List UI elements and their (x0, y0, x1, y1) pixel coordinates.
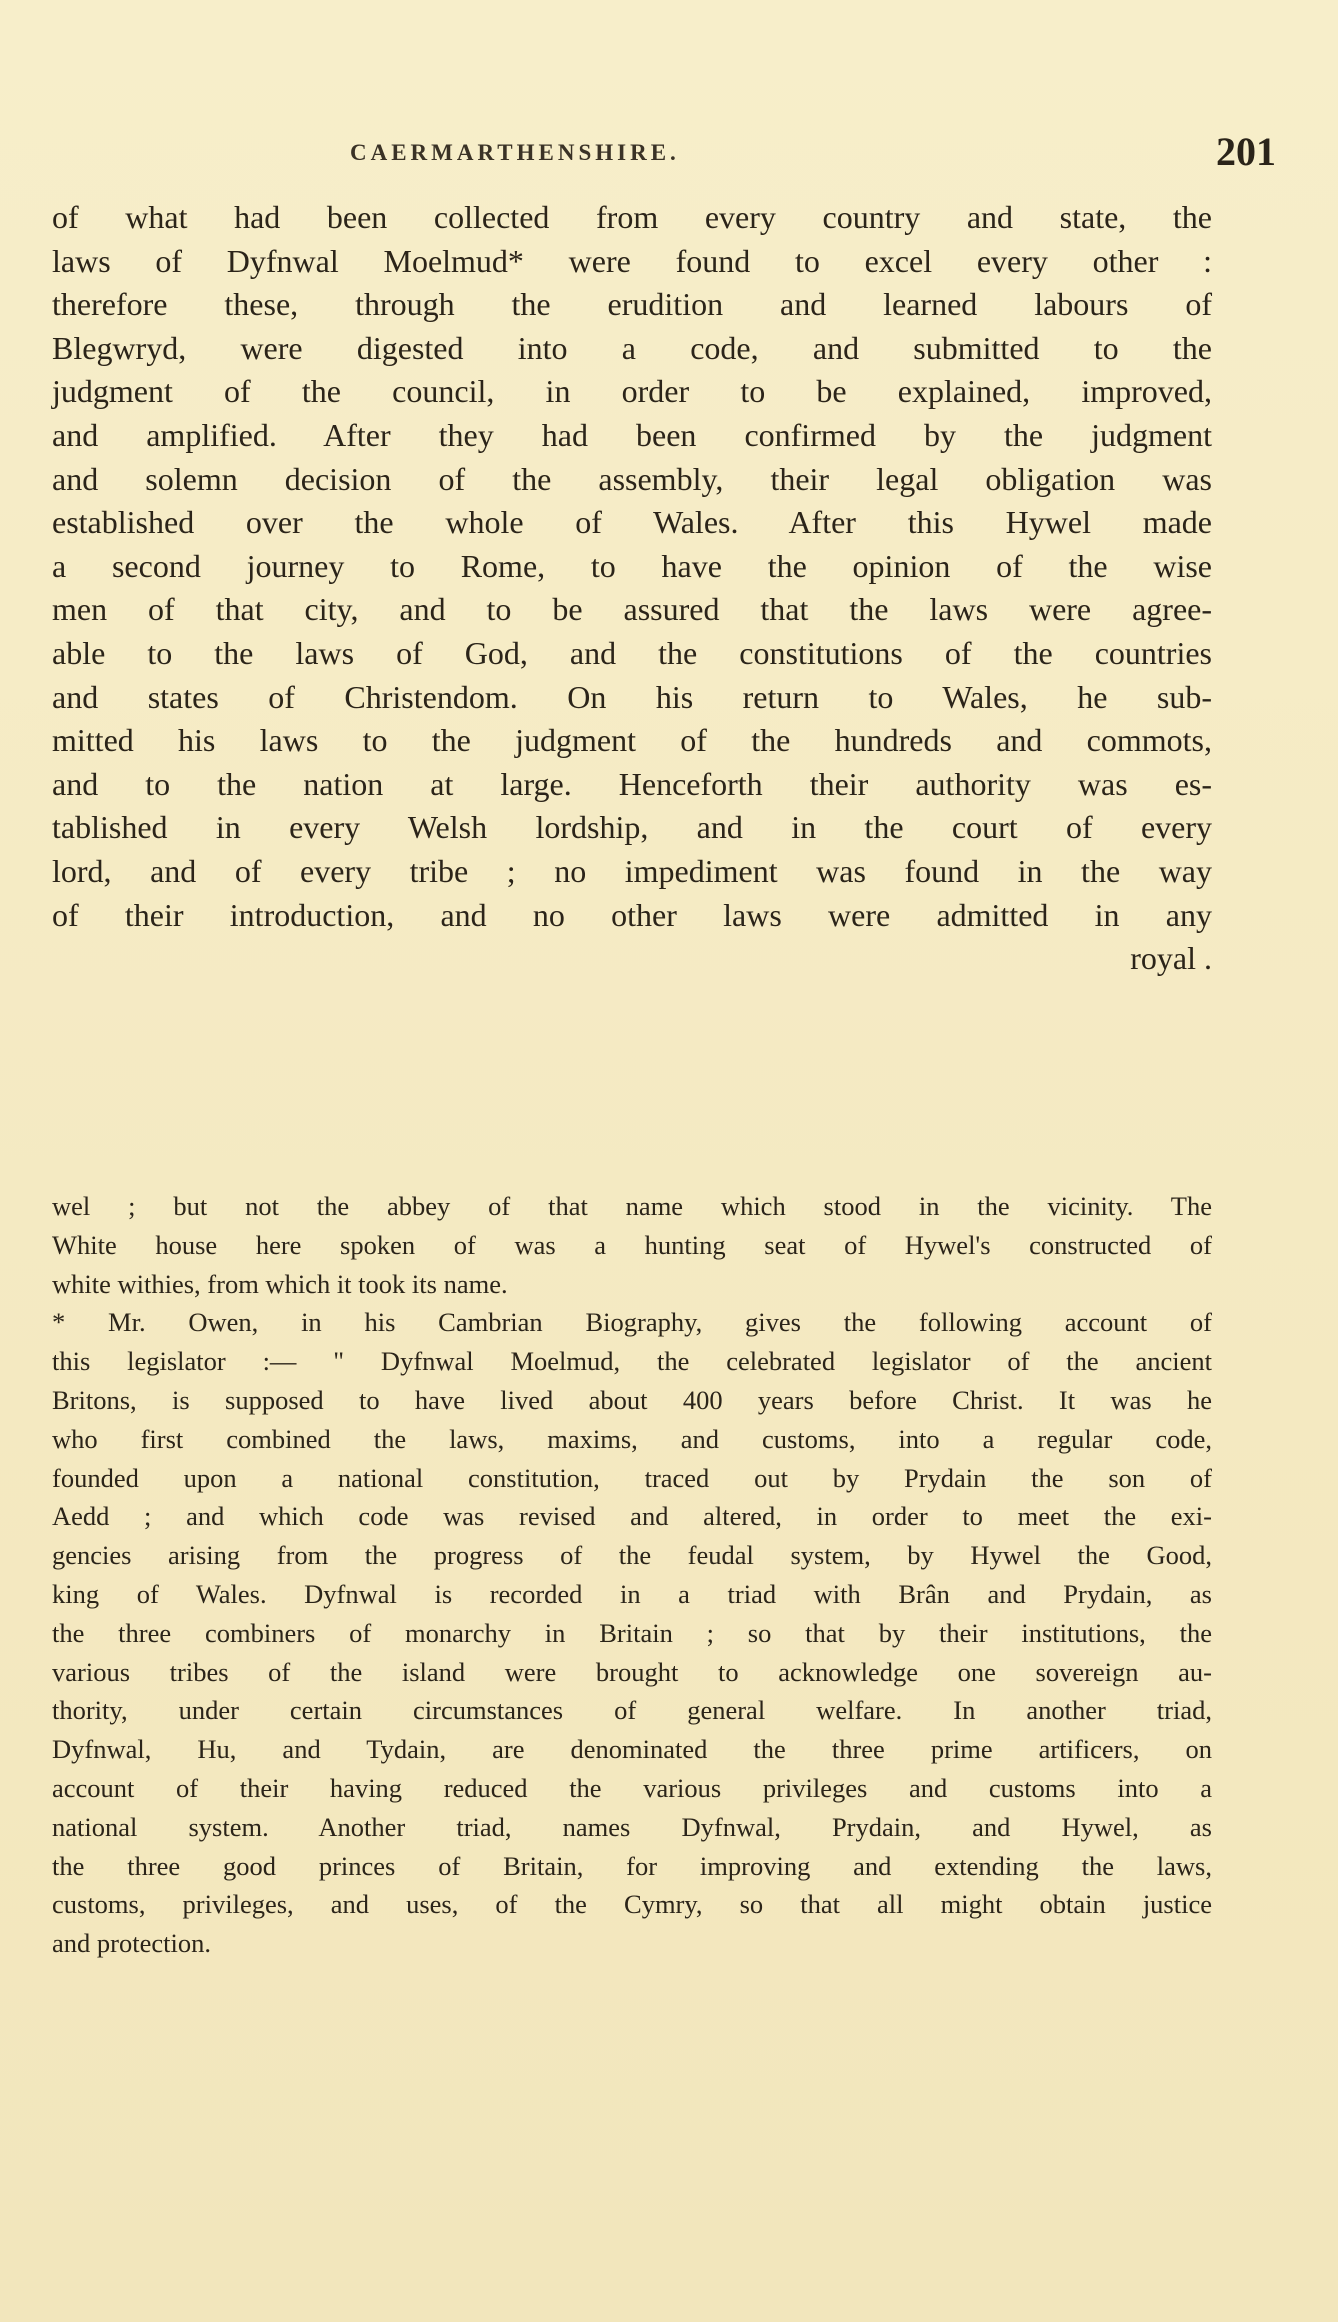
footnote-line: who first combined the laws, maxims, and customs, into a regular code, (52, 1423, 1212, 1454)
footnote-line: White house here spoken of was a hunting seat of Hywel's constructed of (52, 1229, 1212, 1260)
footnote-line: * Mr. Owen, in his Cambrian Biography, gives the following account of (52, 1307, 1212, 1338)
page-number: 201 (1216, 129, 1276, 174)
text-line: men of that city, and to be assured that the laws were agree- (52, 591, 1212, 628)
text-line: established over the whole of Wales. After this Hywel made (52, 504, 1212, 541)
footnote-line: founded upon a national constitution, traced out by Prydain the son of (52, 1462, 1212, 1493)
text-line: and states of Christendom. On his return to Wales, he sub- (52, 678, 1212, 715)
footnote-line: various tribes of the island were brought to acknowledge one sovereign au- (52, 1656, 1212, 1687)
text-line: and amplified. After they had been confirmed by the judgment (52, 416, 1212, 453)
footnote-line: national system. Another triad, names Dyfnwal, Prydain, and Hywel, as (52, 1811, 1212, 1842)
footnote-line: white withies, from which it took its name. (52, 1268, 508, 1299)
footnote-line: customs, privileges, and uses, of the Cymry, so that all might obtain justice (52, 1889, 1212, 1920)
running-head: CAERMARTHENSHIRE. (350, 140, 680, 165)
footnote-line: thority, under certain circumstances of general welfare. In another triad, (52, 1695, 1212, 1726)
text-line: Blegwryd, were digested into a code, and submitted to the (52, 329, 1212, 366)
text-line: of what had been collected from every country and state, the (52, 199, 1212, 235)
footnote-line: Britons, is supposed to have lived about 400 years before Christ. It was he (52, 1384, 1212, 1415)
text-line: a second journey to Rome, to have the opinion of the wise (52, 547, 1212, 584)
footnote-line: and protection. (52, 1928, 211, 1959)
footnotes (52, 1187, 1212, 1963)
text-line: and solemn decision of the assembly, their legal obligation was (52, 460, 1212, 497)
text-line: therefore these, through the erudition and learned labours of (52, 286, 1212, 323)
catchword: royal . (1130, 940, 1212, 977)
text-line: able to the laws of God, and the constitutions of the countries (52, 634, 1212, 671)
footnote-line: the three combiners of monarchy in Britain ; so that by their institutions, the (52, 1617, 1212, 1648)
text-line: judgment of the council, in order to be explained, improved, (52, 373, 1212, 410)
text-line: and to the nation at large. Henceforth their authority was es- (52, 765, 1212, 802)
footnote-line: the three good princes of Britain, for improving and extending the laws, (52, 1850, 1212, 1881)
text-line: lord, and of every tribe ; no impediment was found in the way (52, 852, 1212, 889)
footnote-line: Aedd ; and which code was revised and altered, in order to meet the exi- (52, 1501, 1212, 1532)
main-text (52, 196, 1212, 981)
footnote-line: Dyfnwal, Hu, and Tydain, are denominated the three prime artificers, on (52, 1734, 1212, 1765)
footnote-line: wel ; but not the abbey of that name which stood in the vicinity. The (52, 1191, 1212, 1221)
text-line: mitted his laws to the judgment of the hundreds and commots, (52, 722, 1212, 759)
footnote-line: king of Wales. Dyfnwal is recorded in a triad with Brân and Prydain, as (52, 1578, 1212, 1609)
text-line: of their introduction, and no other laws were admitted in any (52, 896, 1212, 933)
footnote-line: account of their having reduced the various privileges and customs into a (52, 1772, 1212, 1803)
footnote-line: this legislator :— " Dyfnwal Moelmud, the celebrated legislator of the ancient (52, 1346, 1212, 1377)
text-line: tablished in every Welsh lordship, and in the court of every (52, 809, 1212, 846)
footnote-line: gencies arising from the progress of the feudal system, by Hywel the Good, (52, 1540, 1212, 1571)
text-line: laws of Dyfnwal Moelmud* were found to excel every other : (52, 242, 1212, 279)
